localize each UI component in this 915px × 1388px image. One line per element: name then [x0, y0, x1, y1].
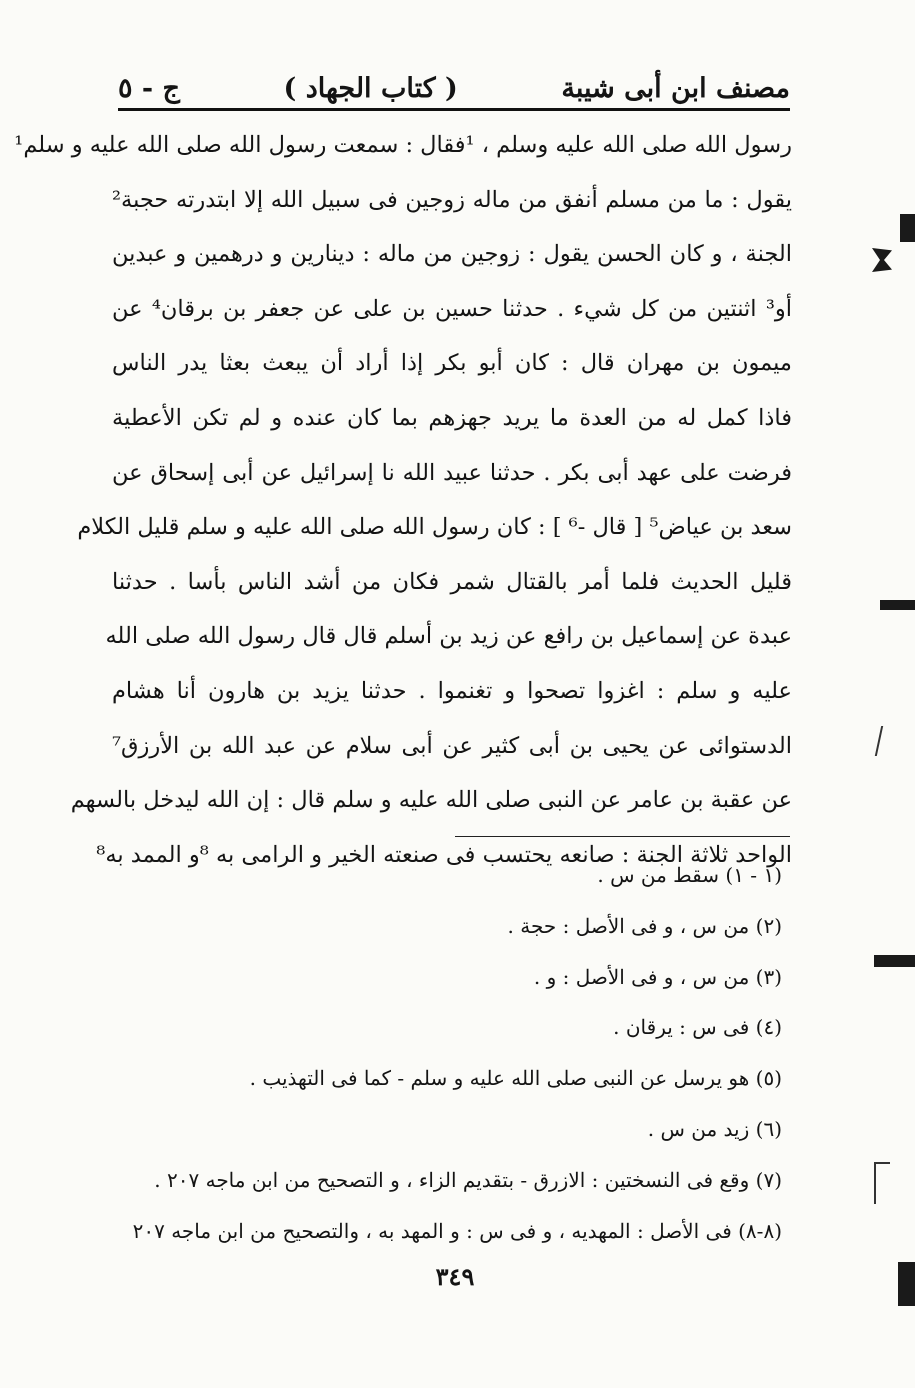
- footnote: (٦) زيد من س .: [647, 1116, 782, 1141]
- footnote: (٢) من س ، و فى الأصل : حجة .: [507, 913, 782, 938]
- footnote: (٥) هو يرسل عن النبى صلى الله عليه و سلم - كما فى التهذيب .: [249, 1066, 782, 1091]
- text-line: سعد بن عياض⁵ [ قال -⁶ ] : كان رسول الله صلى الله عليه و سلم قليل الكلام: [77, 514, 792, 541]
- text-line: عليه و سلم : اغزوا تصحوا و تغنموا . حدثنا يزيد بن هارون أنا هشام: [112, 677, 792, 704]
- page-header: [118, 44, 790, 102]
- footnote-rule: [455, 836, 790, 837]
- text-line: عن عقبة بن عامر عن النبى صلى الله عليه و سلم قال : إن الله ليدخل بالسهم: [70, 787, 792, 814]
- text-line: يقول : ما من مسلم أنفق من ماله زوجين فى سبيل الله إلا ابتدرته حجبة²: [112, 186, 792, 213]
- scan-edge-mark: [874, 955, 915, 967]
- footnote: (١ - ١) سقط من س .: [597, 863, 782, 887]
- scan-edge-mark: [874, 1162, 890, 1204]
- header-rule: [118, 108, 790, 111]
- scan-edge-mark: [875, 726, 899, 756]
- text-line: رسول الله صلى الله عليه وسلم ، ¹فقال : سمعت رسول الله صلى الله عليه و سلم¹: [14, 132, 792, 158]
- scan-edge-mark: [898, 1262, 915, 1306]
- scan-edge-mark: [900, 214, 915, 242]
- footnote: (٣) من س ، و فى الأصل : و .: [533, 964, 782, 989]
- text-line: الواحد ثلاثة الجنة : صانعه يحتسب فى صنعته الخير و الرامى به ⁸و الممد به⁸: [96, 841, 792, 868]
- text-line: الدستوائى عن يحيى بن أبى كثير عن أبى سلام عن عبد الله بن الأرزق⁷: [112, 732, 792, 759]
- text-line: عبدة عن إسماعيل بن رافع عن زيد بن أسلم قال قال رسول الله صلى الله: [105, 623, 792, 650]
- main-text: [14, 118, 792, 882]
- scan-edge-mark: [880, 600, 915, 610]
- text-line: فاذا كمل له من العدة ما يريد جهزهم بما كان عنده و لم تكن الأعطية: [112, 404, 792, 431]
- text-line: الجنة ، و كان الحسن يقول : زوجين من ماله : دينارين و درهمين و عبدين: [112, 241, 792, 268]
- volume-label: ج - ٥: [118, 73, 180, 104]
- scan-edge-mark: [872, 248, 892, 272]
- footnote: (٧) وقع فى النسختين : الازرق - بتقديم الزاء ، و التصحيح من ابن ماجه ٢٠٧ .: [154, 1167, 782, 1192]
- chapter-title: ( كتاب الجهاد ): [283, 73, 458, 104]
- text-line: فرضت على عهد أبى بكر . حدثنا عبيد الله نا إسرائيل عن أبى إسحاق عن: [112, 459, 792, 486]
- footnote: (٤) فى س : يرقان .: [613, 1015, 782, 1040]
- book-title: مصنف ابن أبى شيبة: [561, 73, 790, 104]
- footnotes: [112, 850, 792, 1256]
- page-number: ٣٤٩: [435, 1262, 475, 1291]
- text-line: أو³ اثنتين من كل شيء . حدثنا حسين بن على عن جعفر بن برقان⁴ عن: [112, 295, 792, 322]
- footnote: (٨-٨) فى الأصل : المهديه ، و فى س : و المهد به ، والتصحيح من ابن ماجه ٢٠٧: [132, 1218, 782, 1243]
- text-line: ميمون بن مهران قال : كان أبو بكر إذا أراد أن يبعث بعثا يدر الناس: [112, 350, 792, 377]
- text-line: قليل الحديث فلما أمر بالقتال شمر فكان من أشد الناس بأسا . حدثنا: [112, 568, 792, 595]
